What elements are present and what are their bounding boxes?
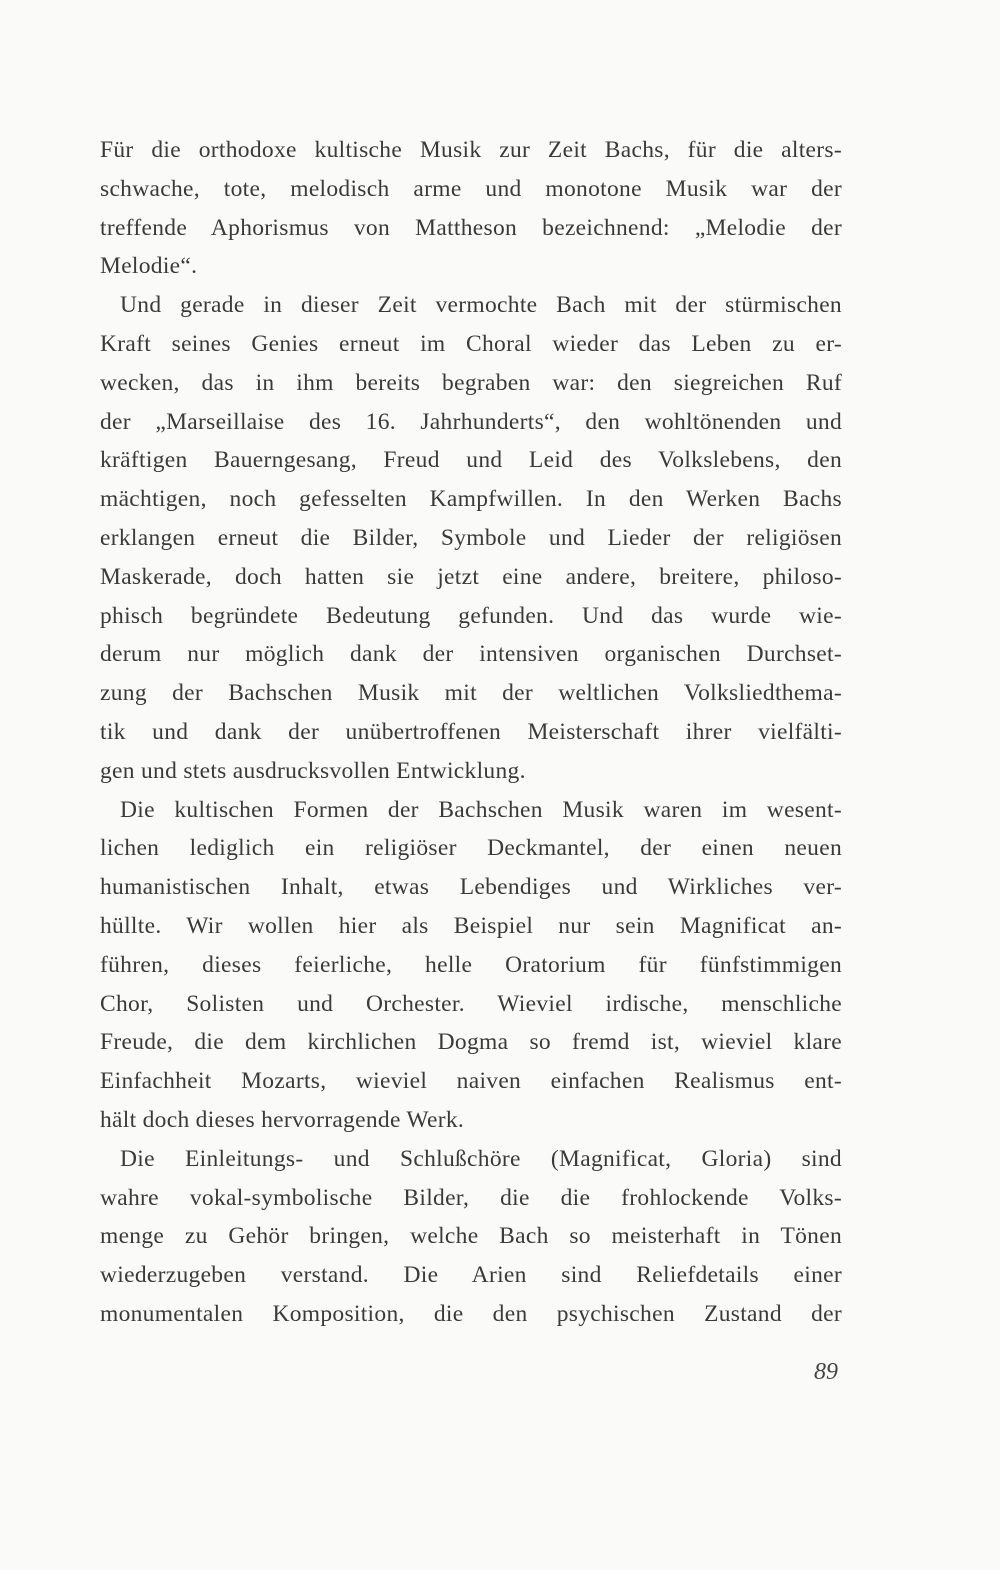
- text-line: Freude, die dem kirchlichen Dogma so fremd ist, wieviel klare: [100, 1029, 842, 1056]
- text-line: tik und dank der unübertroffenen Meisterschaft ihrer vielfälti-: [100, 718, 842, 745]
- text-line: Einfachheit Mozarts, wieviel naiven einfachen Realismus ent-: [100, 1068, 842, 1095]
- text-line: führen, dieses feierliche, helle Oratorium für fünfstimmigen: [100, 951, 842, 978]
- text-line: humanistischen Inhalt, etwas Lebendiges und Wirkliches ver-: [100, 874, 842, 901]
- text-line: erklangen erneut die Bilder, Symbole und Lieder der religiösen: [100, 524, 842, 551]
- text-line: Chor, Solisten und Orchester. Wieviel irdische, menschliche: [100, 990, 842, 1017]
- paragraph-1: [100, 131, 842, 286]
- text-line: wiederzugeben verstand. Die Arien sind Reliefdetails einer: [100, 1262, 842, 1289]
- text-line: lichen lediglich ein religiöser Deckmantel, der einen neuen: [100, 835, 842, 862]
- body-text: [100, 131, 842, 1334]
- text-line: Die Einleitungs- und Schlußchöre (Magnificat, Gloria) sind: [120, 1145, 842, 1172]
- text-line: gen und stets ausdrucksvollen Entwicklung.: [100, 757, 526, 784]
- text-line: mächtigen, noch gefesselten Kampfwillen. In den Werken Bachs: [100, 486, 842, 513]
- text-line: zung der Bachschen Musik mit der weltlichen Volksliedthema-: [100, 680, 842, 707]
- text-line: Melodie“.: [100, 253, 198, 280]
- text-line: treffende Aphorismus von Mattheson bezeichnend: „Melodie der: [100, 214, 842, 241]
- text-line: Maskerade, doch hatten sie jetzt eine andere, breitere, philoso-: [100, 563, 842, 590]
- paragraph-2: [100, 286, 842, 790]
- text-line: menge zu Gehör bringen, welche Bach so meisterhaft in Tönen: [100, 1223, 842, 1250]
- text-line: monumentalen Komposition, die den psychischen Zustand der: [100, 1300, 842, 1327]
- text-line: Die kultischen Formen der Bachschen Musik waren im wesent-: [120, 796, 842, 823]
- text-line: Für die orthodoxe kultische Musik zur Zeit Bachs, für die alters-: [100, 137, 842, 163]
- text-line: hüllte. Wir wollen hier als Beispiel nur sein Magnificat an-: [100, 912, 842, 939]
- text-line: der „Marseillaise des 16. Jahrhunderts“, den wohltönenden und: [100, 408, 842, 435]
- text-line: wecken, das in ihm bereits begraben war: den siegreichen Ruf: [100, 369, 842, 396]
- paragraph-3: [100, 791, 842, 1140]
- text-line: schwache, tote, melodisch arme und monotone Musik war der: [100, 175, 842, 202]
- text-line: Kraft seines Genies erneut im Choral wieder das Leben zu er-: [100, 330, 842, 357]
- text-line: hält doch dieses hervorragende Werk.: [100, 1106, 465, 1133]
- text-line: Und gerade in dieser Zeit vermochte Bach mit der stürmischen: [120, 292, 842, 319]
- text-line: phisch begründete Bedeutung gefunden. Und das wurde wie-: [100, 602, 842, 629]
- page-number: 89: [814, 1359, 838, 1385]
- text-line: wahre vokal-symbolische Bilder, die die frohlockende Volks-: [100, 1184, 842, 1211]
- paragraph-4: [100, 1140, 842, 1334]
- text-line: derum nur möglich dank der intensiven organischen Durchset-: [100, 641, 842, 668]
- text-line: kräftigen Bauerngesang, Freud und Leid des Volkslebens, den: [100, 447, 842, 474]
